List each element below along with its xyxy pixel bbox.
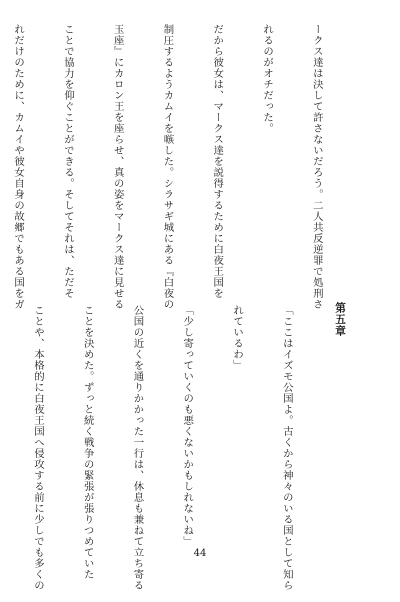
text-line: れだけのために、カムイや彼女自身の故郷でもある国をガ [12, 24, 25, 310]
text-line: ークス達は決して許さないだろう。二人共反逆罪で処刑さ [310, 24, 323, 310]
text-line: 公国の近くを通りかかった一行は、休息も兼ねて立ち寄る [131, 305, 144, 591]
text-line: 制圧するようカムイを嗾した。シラサギ城にある『白夜の [161, 24, 174, 310]
text-line: 玉座』にカロン王を座らせ、真の姿をマークス達に見せる [111, 24, 124, 310]
text-line: ことで協力を仰ぐことができる。そしてそれは、ただそ [61, 24, 74, 299]
text-line: 「ここはイズモ公国よ。古くから神々のいる国として知ら [280, 305, 293, 591]
chapter-title: 第五章 [334, 302, 346, 337]
text-line: だから彼女は、マークス達を説得するために白夜王国を [211, 24, 224, 299]
text-line: れているわ」 [231, 305, 244, 371]
upper-text-block [0, 24, 358, 310]
text-line: 「少し寄っていくのも悪くないかもしれないね」 [181, 305, 194, 547]
text-line: れるのがオチだった。 [261, 24, 274, 134]
text-line: ことを決めた。ずっと続く戦争の緊張が張りつめていた [81, 305, 94, 580]
text-line: ことや、本格的に白夜王国へ侵攻する前に少しでも多くの [31, 305, 44, 591]
page-number: 44 [193, 548, 207, 559]
